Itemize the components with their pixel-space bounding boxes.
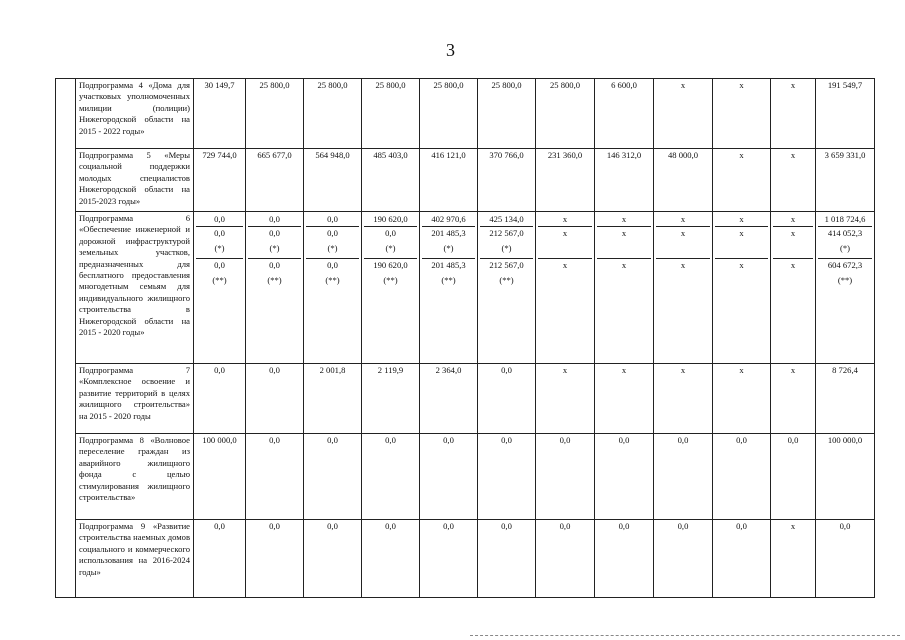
value-cell: 25 800,0: [246, 79, 304, 149]
cell-value: 1 018 724,6: [824, 214, 866, 224]
value-cell: [771, 212, 816, 364]
cell-value: 0,0: [327, 228, 338, 238]
table-row: [56, 434, 875, 520]
cell-footnote-mark: (**): [325, 275, 340, 286]
value-cell: 0,0: [816, 520, 875, 598]
subprogram-name: Подпрограмма 6 «Обеспечение инженерной и дорожной инфраструктурой земельных участков, предназначенных для бесплатного предоставления многодетным семьям для индивидуального жилищного строительства в Нижегородской области на 2015 - 2020 годы»: [76, 212, 194, 364]
cell-footnote-mark: (*): [443, 243, 454, 254]
value-cell: 370 766,0: [478, 149, 536, 212]
subprogram-name: Подпрограмма 4 «Дома для участковых уполномоченных милиции (полиции) Нижегородской области на 2015 - 2022 годы»: [76, 79, 194, 149]
value-cell: 25 800,0: [478, 79, 536, 149]
cell-value: x: [790, 214, 796, 224]
value-cell: 665 677,0: [246, 149, 304, 212]
value-cell: 0,0: [536, 520, 595, 598]
cell-value: 0,0: [214, 228, 225, 238]
value-cell: [713, 212, 771, 364]
value-cell: [362, 212, 420, 364]
value-cell: [246, 212, 304, 364]
budget-table: [55, 78, 875, 598]
value-cell: x: [654, 364, 713, 434]
value-cell: 0,0: [304, 434, 362, 520]
cell-value: x: [621, 260, 627, 270]
value-cell: x: [713, 79, 771, 149]
cell-value: 0,0: [214, 214, 225, 224]
value-cell: 485 403,0: [362, 149, 420, 212]
cell-value: x: [621, 228, 627, 238]
cell-value: 0,0: [269, 260, 280, 270]
value-cell: 729 744,0: [194, 149, 246, 212]
cell-value: 201 485,3: [431, 228, 466, 238]
value-cell: x: [771, 149, 816, 212]
table-row: [56, 79, 875, 149]
subprogram-name: Подпрограмма 5 «Меры социальной поддержки молодых специалистов Нижегородской области на 2015-2023 годы»: [76, 149, 194, 212]
table-row: [56, 212, 875, 364]
value-cell: [194, 212, 246, 364]
value-cell: [816, 212, 875, 364]
value-cell: 0,0: [771, 434, 816, 520]
value-cell: 8 726,4: [816, 364, 875, 434]
value-cell: x: [713, 149, 771, 212]
cell-footnote-mark: (*): [269, 243, 280, 254]
value-cell: 25 800,0: [362, 79, 420, 149]
value-cell: 231 360,0: [536, 149, 595, 212]
table-row: [56, 520, 875, 598]
value-cell: 0,0: [246, 364, 304, 434]
cell-value: 0,0: [214, 260, 225, 270]
value-cell: 0,0: [595, 520, 654, 598]
value-cell: [536, 212, 595, 364]
cell-value: 414 052,3: [827, 228, 863, 238]
value-cell: 0,0: [362, 520, 420, 598]
cell-value: x: [621, 214, 627, 224]
cell-value: x: [562, 228, 568, 238]
blank-index-column: [56, 79, 76, 598]
value-cell: 2 119,9: [362, 364, 420, 434]
value-cell: x: [771, 364, 816, 434]
cell-value: x: [562, 260, 568, 270]
cell-value: 201 485,3: [431, 260, 466, 270]
cell-value: 425 134,0: [489, 214, 524, 224]
cell-value: x: [680, 228, 686, 238]
value-cell: 191 549,7: [816, 79, 875, 149]
value-cell: 25 800,0: [536, 79, 595, 149]
cell-value: 0,0: [269, 228, 280, 238]
value-cell: x: [536, 364, 595, 434]
value-cell: 100 000,0: [194, 434, 246, 520]
page-number: 3: [446, 40, 455, 60]
cell-footnote-mark: (**): [441, 275, 456, 286]
value-cell: x: [771, 79, 816, 149]
cell-value: 0,0: [269, 214, 280, 224]
value-cell: 2 364,0: [420, 364, 478, 434]
value-cell: 0,0: [420, 434, 478, 520]
cell-value: x: [680, 260, 686, 270]
cell-value: x: [790, 260, 796, 270]
value-cell: 3 659 331,0: [816, 149, 875, 212]
value-cell: 0,0: [478, 364, 536, 434]
cell-value: 190 620,0: [373, 260, 408, 270]
value-cell: 0,0: [194, 364, 246, 434]
value-cell: 0,0: [420, 520, 478, 598]
value-cell: 0,0: [713, 434, 771, 520]
cell-footnote-mark: (**): [837, 275, 853, 286]
cell-value: x: [680, 214, 686, 224]
value-cell: 0,0: [194, 520, 246, 598]
value-cell: 416 121,0: [420, 149, 478, 212]
cell-footnote-mark: (*): [839, 243, 851, 254]
cell-value: 212 567,0: [489, 260, 524, 270]
cell-footnote-mark: (*): [385, 243, 396, 254]
value-cell: 25 800,0: [420, 79, 478, 149]
value-cell: 0,0: [246, 434, 304, 520]
value-cell: x: [654, 79, 713, 149]
value-cell: 0,0: [304, 520, 362, 598]
cell-value: 0,0: [327, 260, 338, 270]
value-cell: x: [771, 520, 816, 598]
cell-value: x: [562, 214, 568, 224]
value-cell: [654, 212, 713, 364]
value-cell: 30 149,7: [194, 79, 246, 149]
cell-value: 402 970,6: [431, 214, 466, 224]
value-cell: [478, 212, 536, 364]
cell-value: x: [790, 228, 796, 238]
cell-value: 604 672,3: [827, 260, 863, 270]
subprogram-name: Подпрограмма 9 «Развитие строительства наемных домов социального и коммерческого использования на 2016-2024 годы»: [76, 520, 194, 598]
table-row: [56, 149, 875, 212]
cell-footnote-mark: (*): [501, 243, 512, 254]
value-cell: [595, 212, 654, 364]
cell-footnote-mark: (*): [327, 243, 338, 254]
subprogram-name: Подпрограмма 8 «Волновое переселение граждан из аварийного жилищного фонда с целью стимулирования жилищного строительства»: [76, 434, 194, 520]
value-cell: 0,0: [478, 434, 536, 520]
table-row: [56, 364, 875, 434]
cell-value: x: [739, 214, 744, 224]
cell-footnote-mark: (**): [499, 275, 514, 286]
cell-footnote-mark: (**): [267, 275, 282, 286]
cell-value: 212 567,0: [489, 228, 524, 238]
value-cell: [420, 212, 478, 364]
value-cell: 0,0: [595, 434, 654, 520]
value-cell: x: [595, 364, 654, 434]
cell-value: x: [739, 228, 744, 238]
value-cell: 0,0: [362, 434, 420, 520]
cell-footnote-mark: (*): [214, 243, 225, 254]
value-cell: 564 948,0: [304, 149, 362, 212]
value-cell: x: [713, 364, 771, 434]
value-cell: [304, 212, 362, 364]
cell-value: 190 620,0: [373, 214, 408, 224]
value-cell: 0,0: [654, 520, 713, 598]
cell-value: x: [739, 260, 744, 270]
scan-artifact-line: [470, 635, 900, 636]
value-cell: 0,0: [246, 520, 304, 598]
value-cell: 2 001,8: [304, 364, 362, 434]
value-cell: 0,0: [654, 434, 713, 520]
value-cell: 0,0: [536, 434, 595, 520]
value-cell: 100 000,0: [816, 434, 875, 520]
value-cell: 6 600,0: [595, 79, 654, 149]
cell-value: 0,0: [385, 228, 396, 238]
subprogram-name: Подпрограмма 7 «Комплексное освоение и развитие территорий в целях жилищного строительства» на 2015 - 2020 годы: [76, 364, 194, 434]
cell-footnote-mark: (**): [383, 275, 398, 286]
value-cell: 146 312,0: [595, 149, 654, 212]
cell-footnote-mark: (**): [212, 275, 227, 286]
value-cell: 0,0: [478, 520, 536, 598]
cell-value: 0,0: [327, 214, 338, 224]
value-cell: 0,0: [713, 520, 771, 598]
value-cell: 48 000,0: [654, 149, 713, 212]
value-cell: 25 800,0: [304, 79, 362, 149]
